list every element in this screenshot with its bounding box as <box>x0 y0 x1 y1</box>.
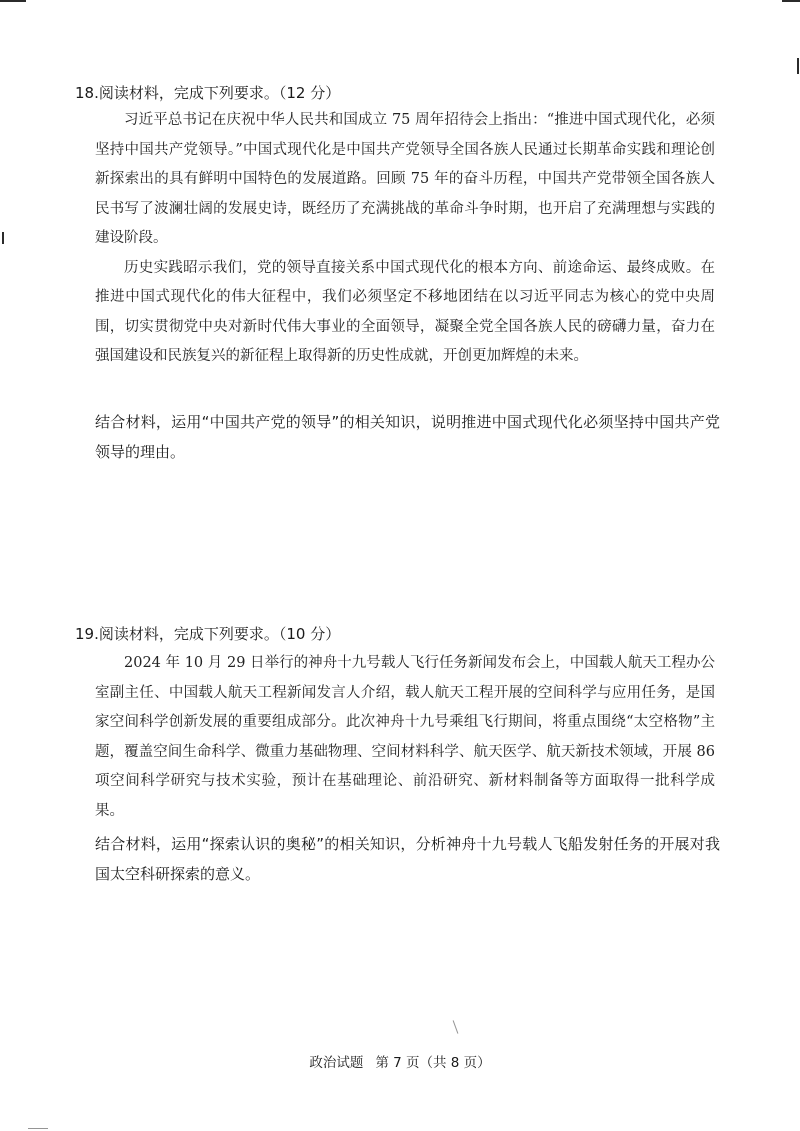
page-footer <box>0 1051 800 1071</box>
question-19-material <box>95 649 715 826</box>
footer-subject: 政治试题 <box>309 1055 364 1071</box>
scan-mark-mid-dot <box>453 1020 459 1033</box>
question-19-heading: 19.阅读材料，完成下列要求。（10 分） <box>75 625 341 643</box>
material-paragraph: 习近平总书记在庆祝中华人民共和国成立 75 周年招待会上指出：“推进中国式现代化，必须坚持中国共产党领导。”中国式现代化是中国共产党领导全国各族人民通过长期革命实践和理论创新探索出的具有鲜明中国特色的发展道路。回顾 75 年的奋斗历程，中国共产党带领全国各族人民书写了波澜壮阔的发展史诗，既经历了充满挑战的革命斗争时期，也开启了充满理想与实践的建设阶段。 <box>95 112 715 246</box>
scan-mark-top-right <box>782 0 800 2</box>
scan-mark-bottom-left <box>28 1128 48 1129</box>
question-18-task: 结合材料，运用“中国共产党的领导”的相关知识，说明推进中国式现代化必须坚持中国共产党领导的理由。 <box>95 413 720 461</box>
question-18-heading: 18.阅读材料，完成下列要求。（12 分） <box>75 84 341 102</box>
scan-mark-left-edge <box>2 232 4 244</box>
material-paragraph: 历史实践昭示我们，党的领导直接关系中国式现代化的根本方向、前途命运、最终成败。在推进中国式现代化的伟大征程中，我们必须坚定不移地团结在以习近平同志为核心的党中央周围，切实贯彻党中央对新时代伟大事业的全面领导，凝聚全党全国各族人民的磅礴力量，奋力在强国建设和民族复兴的新征程上取得新的历史性成就，开创更加辉煌的未来。 <box>95 259 715 364</box>
question-18-material <box>95 106 715 372</box>
material-paragraph: 2024 年 10 月 29 日举行的神舟十九号载人飞行任务新闻发布会上，中国载人航天工程办公室副主任、中国载人航天工程新闻发言人介绍，载人航天工程开展的空间科学与应用任务，是国家空间科学创新发展的重要组成部分。此次神舟十九号乘组飞行期间，将重点围绕“太空格物”主题，覆盖空间生命科学、微重力基础物理、空间材料科学、航天医学、航天新技术领域，开展 86 项空间科学研究与技术实验，预计在基础理论、前沿研究、新材料制备等方面取得一批科学成果。 <box>95 655 715 819</box>
scan-mark-top-left <box>0 0 26 2</box>
question-19-task: 结合材料，运用“探索认识的奥秘”的相关知识，分析神舟十九号载人飞船发射任务的开展对我国太空科研探索的意义。 <box>95 835 720 883</box>
footer-page-number: 第 7 页（共 8 页） <box>375 1055 491 1071</box>
scan-mark-right-edge <box>797 58 799 74</box>
